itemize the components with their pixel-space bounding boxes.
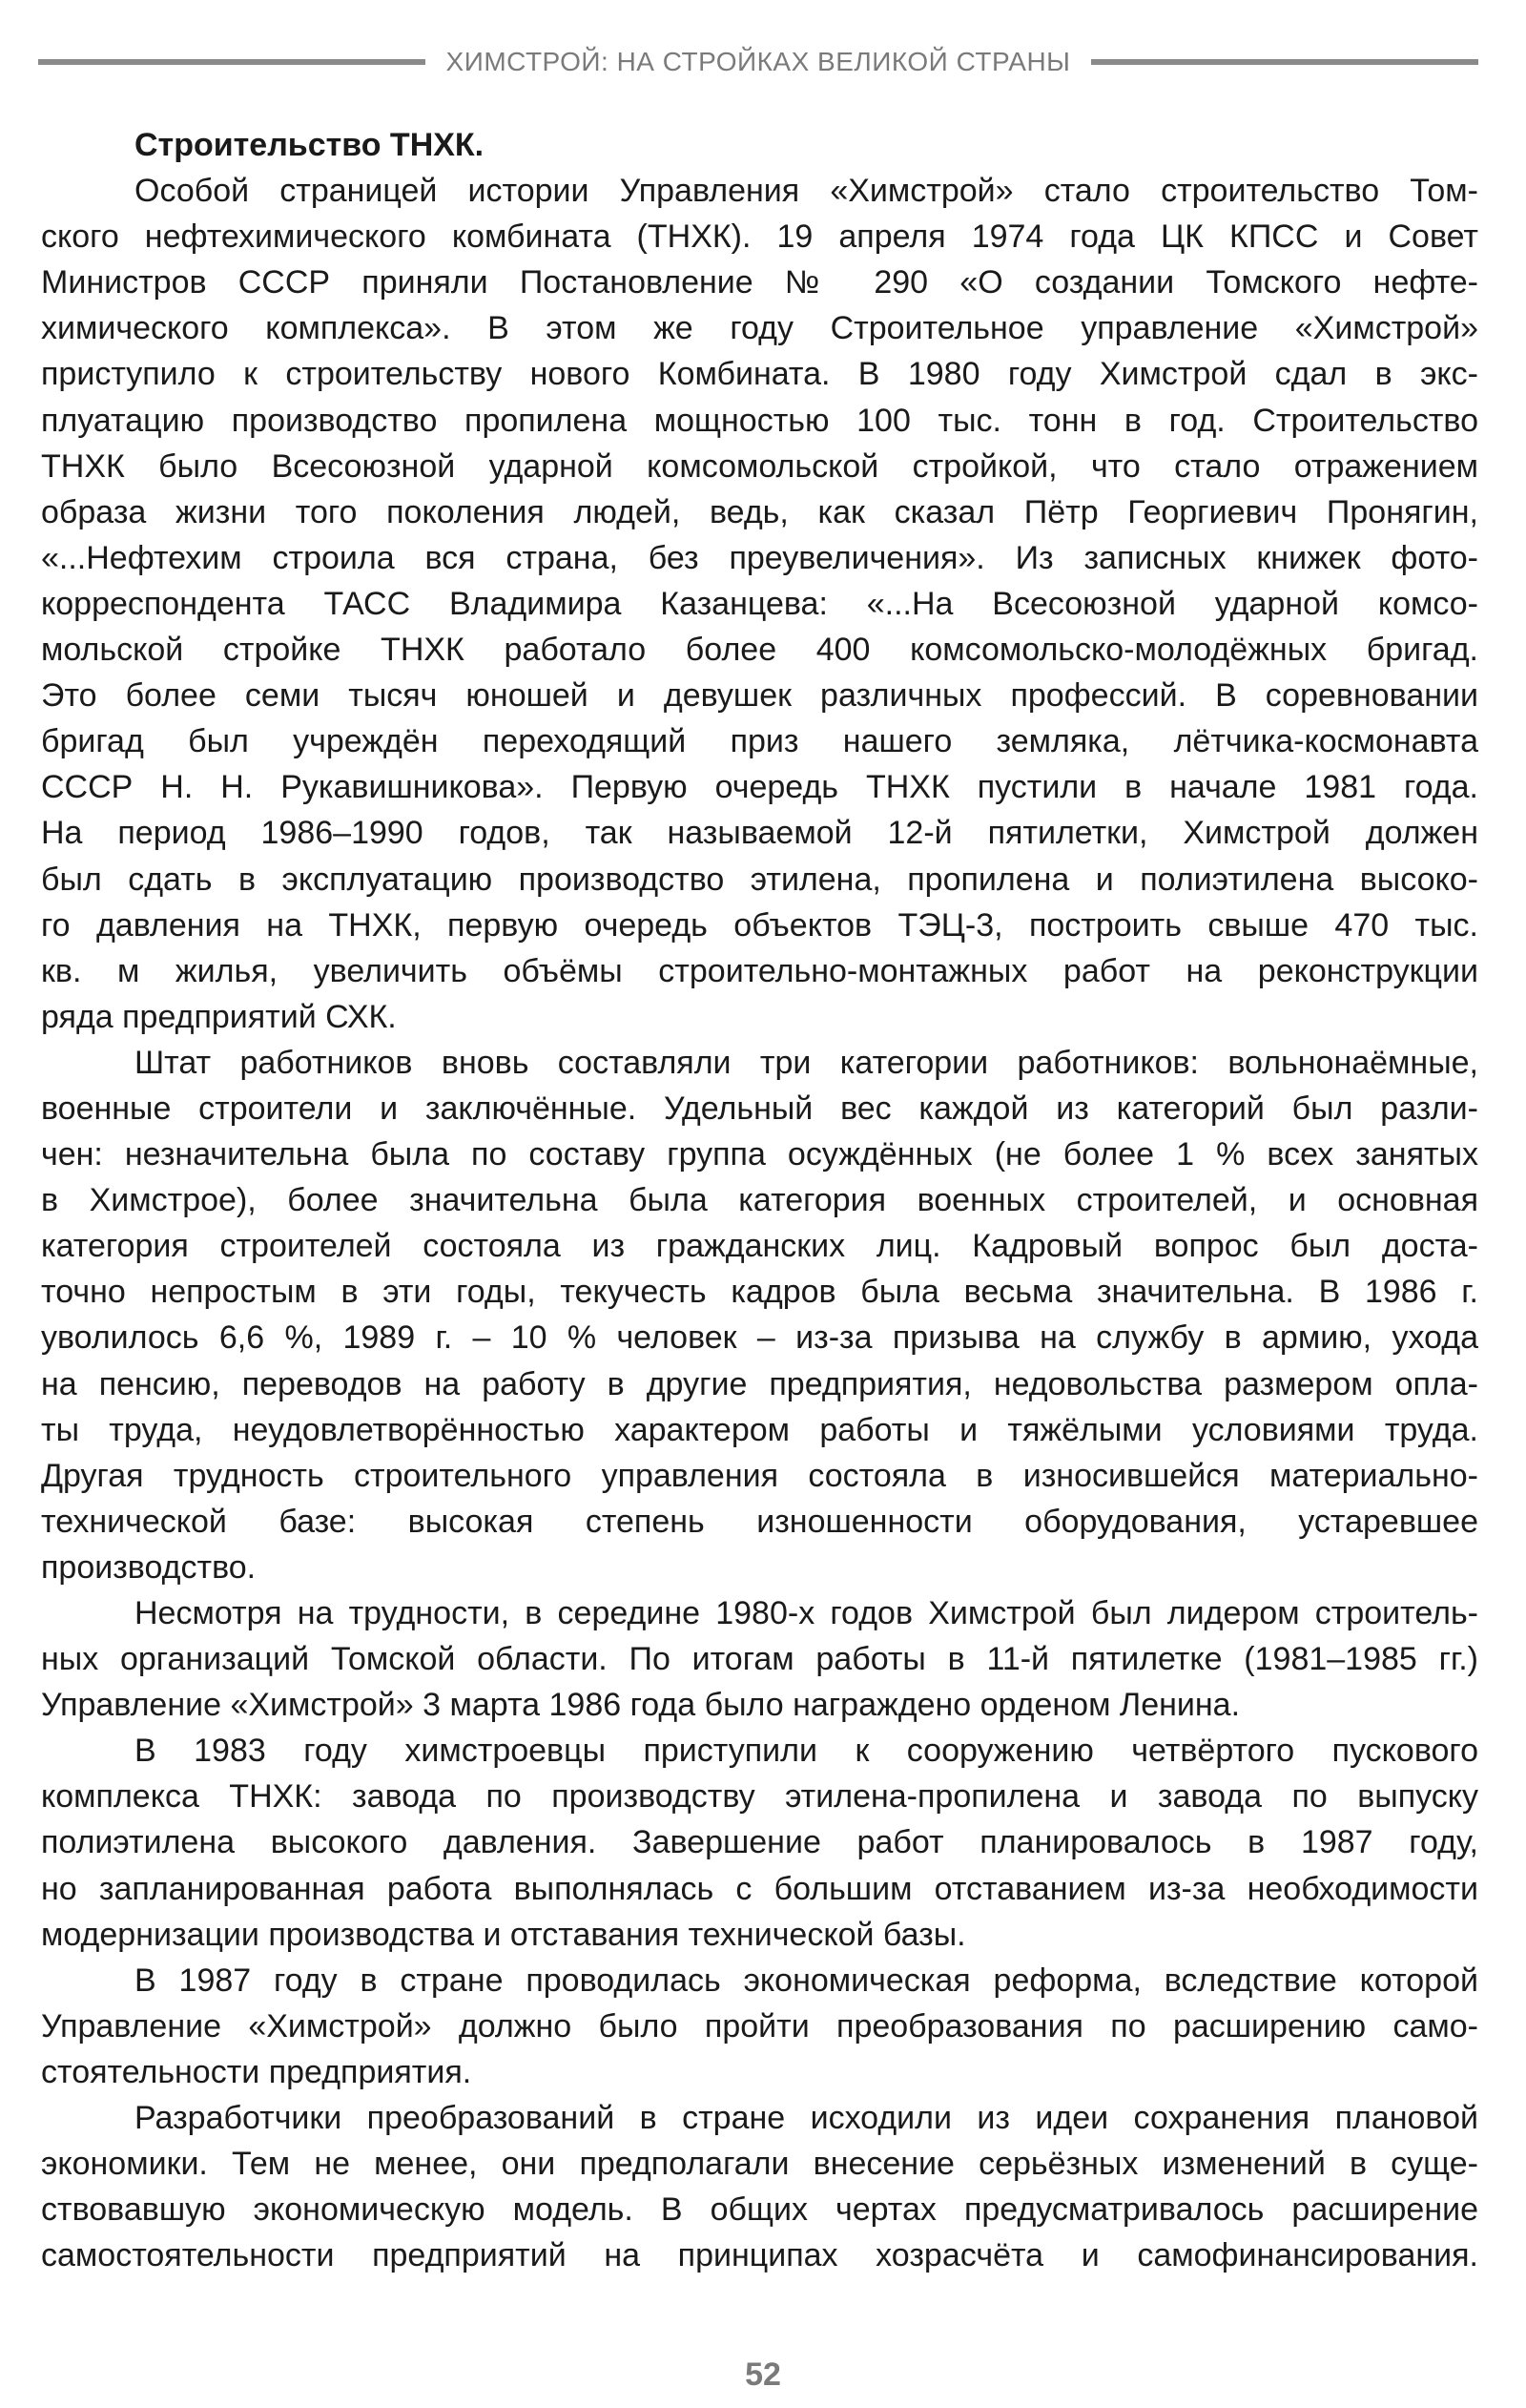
text-line: приступило к строительству нового Комбината. В 1980 году Химстрой сдал в экс- xyxy=(41,356,1478,393)
section-title: Строительство ТНХК. xyxy=(134,127,485,163)
running-header-title: ХИМСТРОЙ: НА СТРОЙКАХ ВЕЛИКОЙ СТРАНЫ xyxy=(445,47,1071,76)
paragraph xyxy=(41,1590,1478,1728)
text-line: Управление «Химстрой» 3 марта 1986 года было награждено орденом Ленина. xyxy=(41,1687,1241,1724)
text-line: Министров СССР приняли Постановление № 290 «О создании Томского нефте- xyxy=(41,264,1478,301)
text-line: самостоятельности предприятий на принципах хозрасчёта и самофинансирования. xyxy=(41,2237,1478,2274)
text-line: кв. м жилья, увеличить объёмы строительно-монтажных работ на реконструкции xyxy=(41,952,1478,989)
text-line: чен: незначительна была по составу группа осуждённых (не более 1 % всех занятых xyxy=(41,1136,1478,1173)
text-line: Штат работников вновь составляли три категории работников: вольнонаёмные, xyxy=(134,1044,1478,1081)
paragraph xyxy=(41,2095,1478,2278)
text-line: полиэтилена высокого давления. Завершение работ планировалось в 1987 году, xyxy=(41,1824,1478,1861)
text-line: ского нефтехимического комбината (ТНХК). 19 апреля 1974 года ЦК КПСС и Совет xyxy=(41,218,1478,256)
text-line: Другая трудность строительного управления состояла в износившейся материально- xyxy=(41,1457,1478,1494)
text-line: но запланированная работа выполнялась с большим отставанием из-за необходимости xyxy=(41,1870,1478,1907)
header-rule-right xyxy=(1091,59,1478,65)
paragraph xyxy=(41,1040,1478,1590)
text-line: мольской стройке ТНХК работало более 400 комсомольско-молодёжных бригад. xyxy=(41,632,1478,669)
text-line: уволилось 6,6 %, 1989 г. – 10 % человек – из-за призыва на службу в армию, ухода xyxy=(41,1319,1478,1357)
text-line: комплекса ТНХК: завода по производству этилена-пропилена и завода по выпуску xyxy=(41,1778,1478,1816)
text-line: точно непростым в эти годы, текучесть кадров была весьма значительна. В 1986 г. xyxy=(41,1274,1478,1311)
text-line: ствовавшую экономическую модель. В общих чертах предусматривалось расширение xyxy=(41,2191,1478,2229)
text-line: был сдать в эксплуатацию производство этилена, пропилена и полиэтилена высоко- xyxy=(41,861,1478,898)
paragraph xyxy=(41,1728,1478,1957)
page-number: 52 xyxy=(745,2356,781,2393)
paragraph xyxy=(41,1958,1478,2095)
text-line: Это более семи тысяч юношей и девушек различных профессий. В соревновании xyxy=(41,677,1478,715)
text-line: ряда предприятий СХК. xyxy=(41,998,397,1035)
text-line: плуатацию производство пропилена мощностью 100 тыс. тонн в год. Строительство xyxy=(41,402,1478,439)
text-line: В 1987 году в стране проводилась экономическая реформа, вследствие которой xyxy=(134,1962,1478,1999)
text-line: технической базе: высокая степень изношенности оборудования, устаревшее xyxy=(41,1503,1478,1540)
text-line: СССР Н. Н. Рукавишникова». Первую очередь ТНХК пустили в начале 1981 года. xyxy=(41,769,1478,806)
text-line: военные строители и заключённые. Удельный вес каждой из категорий был разли- xyxy=(41,1090,1478,1127)
text-line: ТНХК было Всесоюзной ударной комсомольской стройкой, что стало отражением xyxy=(41,447,1478,485)
text-line: Разработчики преобразований в стране исходили из идеи сохранения плановой xyxy=(134,2100,1478,2137)
text-line: ных организаций Томской области. По итогам работы в 11-й пятилетке (1981–1985 гг.) xyxy=(41,1641,1478,1678)
text-line: «...Нефтехим строила вся страна, без преувеличения». Из записных книжек фото- xyxy=(41,539,1478,576)
text-line: в Химстрое), более значительна была категория военных строителей, и основная xyxy=(41,1182,1478,1219)
text-line: корреспондента ТАСС Владимира Казанцева: «...На Всесоюзной ударной комсо- xyxy=(41,585,1478,622)
text-line: модернизации производства и отставания технической базы. xyxy=(41,1916,966,1953)
running-header xyxy=(38,40,1478,84)
text-line: На период 1986–1990 годов, так называемой 12-й пятилетки, Химстрой должен xyxy=(41,815,1478,852)
text-line: образа жизни того поколения людей, ведь, как сказал Пётр Георгиевич Пронягин, xyxy=(41,493,1478,530)
text-line: категория строителей состояла из гражданских лиц. Кадровый вопрос был доста- xyxy=(41,1228,1478,1265)
text-line: ты труда, неудовлетворённостью характером работы и тяжёлыми условиями труда. xyxy=(41,1411,1478,1448)
text-line: В 1983 году химстроевцы приступили к сооружению четвёртого пускового xyxy=(134,1733,1478,1770)
text-line: Особой страницей истории Управления «Химстрой» стало строительство Том- xyxy=(134,173,1478,210)
page-body xyxy=(41,122,1478,2278)
text-line: на пенсию, переводов на работу в другие предприятия, недовольства размером опла- xyxy=(41,1365,1478,1402)
text-line: Управление «Химстрой» должно было пройти преобразования по расширению само- xyxy=(41,2007,1478,2045)
header-rule-left xyxy=(38,59,425,65)
paragraph xyxy=(41,168,1478,1040)
text-line: экономики. Тем не менее, они предполагали внесение серьёзных изменений в суще- xyxy=(41,2146,1478,2183)
text-line: го давления на ТНХК, первую очередь объектов ТЭЦ-3, построить свыше 470 тыс. xyxy=(41,906,1478,944)
text-line: стоятельности предприятия. xyxy=(41,2053,472,2090)
text-line: химического комплекса». В этом же году Строительное управление «Химстрой» xyxy=(41,310,1478,347)
text-line: производство. xyxy=(41,1548,257,1586)
text-line: Несмотря на трудности, в середине 1980-х годов Химстрой был лидером строитель- xyxy=(134,1595,1478,1631)
text-line: бригад был учреждён переходящий приз нашего земляка, лётчика-космонавта xyxy=(41,723,1478,760)
